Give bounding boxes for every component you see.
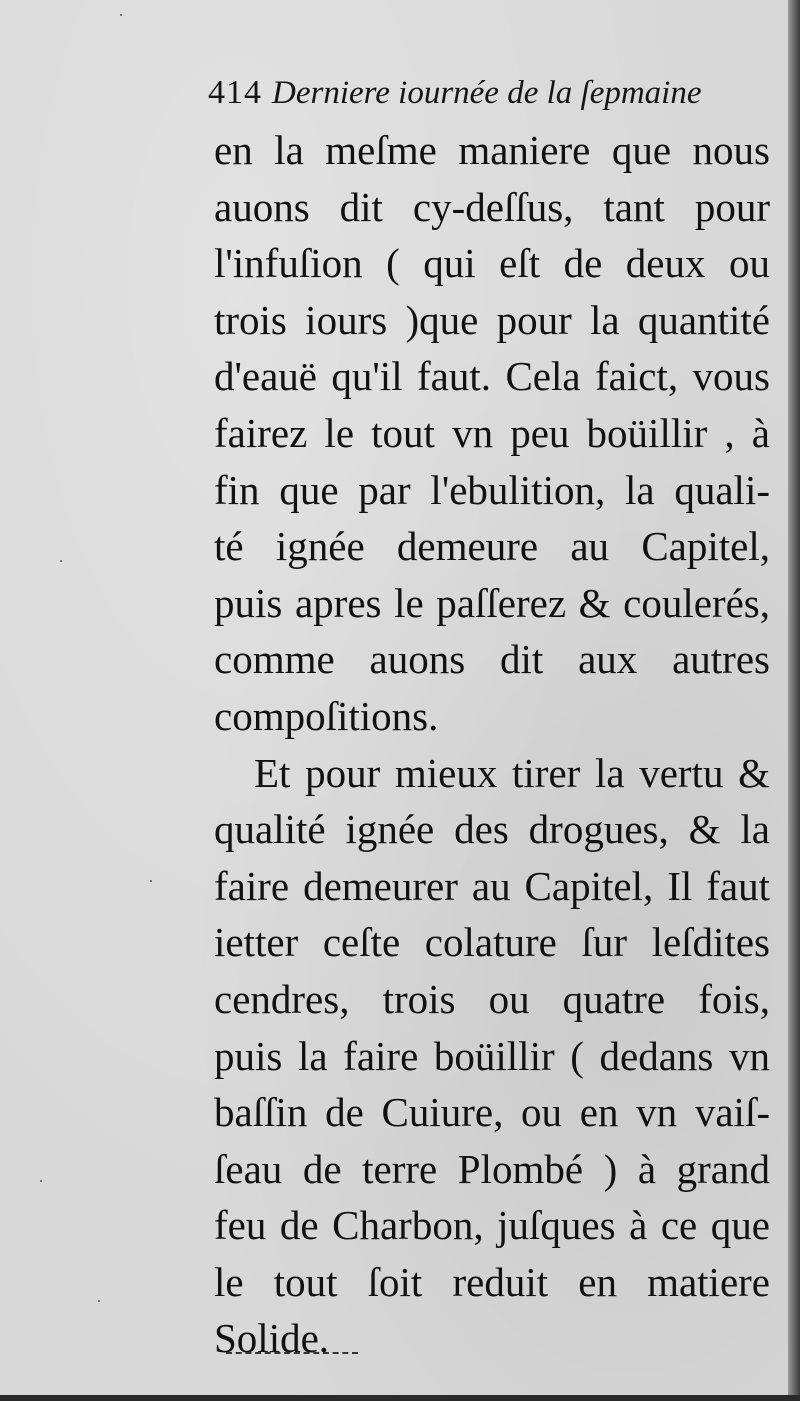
text-line: l'infuſion ( qui eſt de deux ou	[214, 240, 770, 287]
paper-speck	[98, 1300, 100, 1302]
text-line: puis apres le paſſerez & coulerés,	[214, 579, 770, 626]
page-bottom-edge	[0, 1395, 800, 1401]
closing-rule	[226, 1352, 358, 1354]
text-line: qualité ignée des drogues, & la	[214, 806, 770, 853]
text-line: fin que par l'ebulition, la quali-	[214, 466, 770, 513]
page-edge-shadow	[788, 0, 800, 1401]
text-line: en la meſme maniere que nous	[214, 127, 770, 173]
text-line: trois iours )que pour la quantité	[214, 296, 770, 343]
paragraph-start-line: Et pour mieux tirer la vertu &	[254, 749, 770, 796]
text-line: le tout ſoit reduit en matiere	[214, 1258, 770, 1305]
text-line: cendres, trois ou quatre fois,	[214, 975, 770, 1022]
final-line: Solide.	[214, 1315, 330, 1362]
text-line: baſſin de Cuiure, ou en vn vaiſ-	[214, 1089, 770, 1136]
text-line: feu de Charbon, juſques à ce que	[214, 1202, 770, 1249]
paper-speck	[120, 14, 122, 16]
paragraph-end-line: compoſitions.	[214, 692, 439, 739]
text-line: puis la faire boüillir ( dedans vn	[214, 1032, 770, 1079]
paper-speck	[150, 880, 152, 882]
running-title: Derniere iournée de la ſepmaine	[272, 75, 702, 111]
paper-speck	[60, 560, 62, 562]
text-line: d'eauë qu'il faut. Cela faict, vous	[214, 353, 770, 400]
text-line: fairez le tout vn peu boüillir , à	[214, 409, 770, 456]
running-head	[208, 74, 768, 124]
text-line: faire demeurer au Capitel, Il faut	[214, 862, 770, 909]
text-line: comme auons dit aux autres	[214, 636, 770, 683]
text-line: ſeau de terre Plombé ) à grand	[214, 1145, 770, 1192]
text-line: té ignée demeure au Capitel,	[214, 523, 770, 570]
paper-speck	[40, 1180, 42, 1182]
text-line: auons dit cy-deſſus, tant pour	[214, 183, 770, 230]
body-text	[214, 122, 770, 1367]
text-line: ietter ceſte colature ſur leſdites	[214, 919, 770, 966]
page-number: 414	[208, 74, 262, 111]
